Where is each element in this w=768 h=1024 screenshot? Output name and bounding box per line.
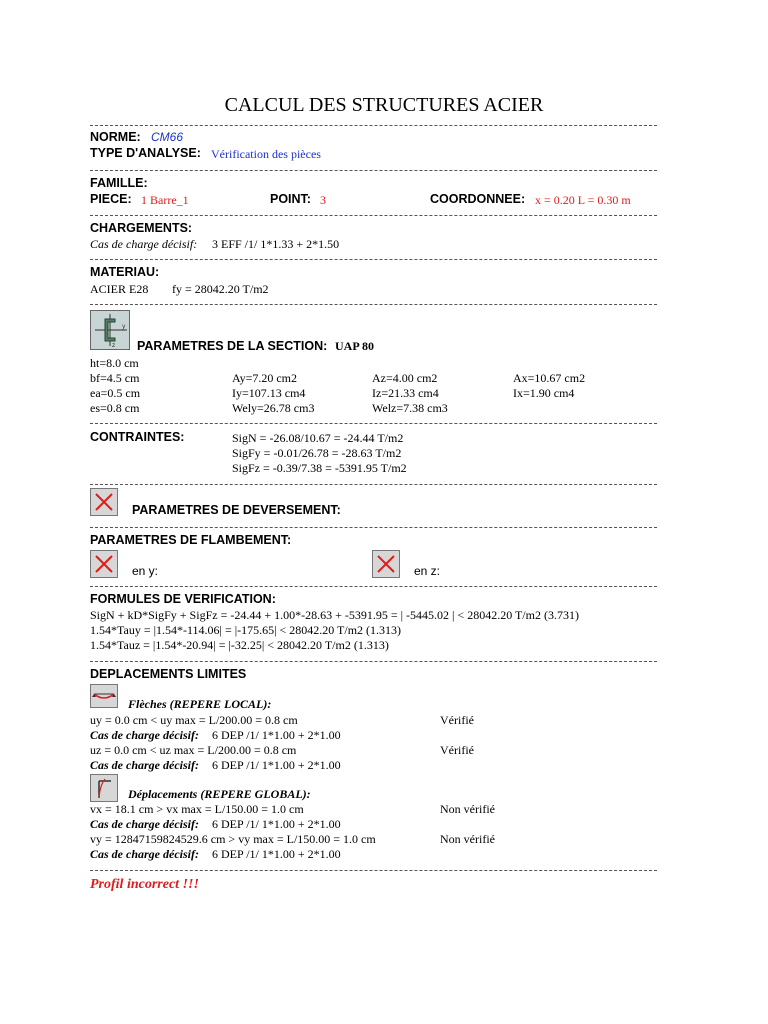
vx-line: vx = 18.1 cm > vx max = L/150.00 = 1.0 cm <box>90 802 304 816</box>
flambement-label: PARAMETRES DE FLAMBEMENT: <box>90 533 292 547</box>
materiau-steel: ACIER E28 <box>90 282 149 296</box>
section-ht: ht=8.0 cm <box>90 356 139 370</box>
contraintes-line: SigN = -26.08/10.67 = -24.44 T/m2 <box>232 431 404 445</box>
cross-box-icon <box>90 550 118 578</box>
section-iy: Iy=107.13 cm4 <box>232 386 306 400</box>
section-label: PARAMETRES DE LA SECTION: <box>137 339 328 353</box>
svg-text:y: y <box>122 323 126 330</box>
result-message: Profil incorrect !!! <box>90 877 199 892</box>
uz-status: Vérifié <box>440 743 474 757</box>
point-value: 3 <box>320 193 326 207</box>
section-ay: Ay=7.20 cm2 <box>232 371 297 385</box>
formule-line: 1.54*Tauy = |1.54*-114.06| = |-175.65| < 28042.20 T/m2 (1.313) <box>90 623 402 637</box>
section-wely: Wely=26.78 cm3 <box>232 401 315 415</box>
section-ix: Ix=1.90 cm4 <box>513 386 575 400</box>
section-welz: Welz=7.38 cm3 <box>372 401 448 415</box>
famille-label: FAMILLE: <box>90 176 148 190</box>
section-es: es=0.8 cm <box>90 401 140 415</box>
case-value: 6 DEP /1/ 1*1.00 + 2*1.00 <box>212 847 341 861</box>
contraintes-label: CONTRAINTES: <box>90 430 185 444</box>
section-iz: Iz=21.33 cm4 <box>372 386 439 400</box>
deplacements-label: DEPLACEMENTS LIMITES <box>90 667 247 681</box>
section-ax: Ax=10.67 cm2 <box>513 371 586 385</box>
norme-label: NORME: <box>90 130 141 144</box>
case-value: 6 DEP /1/ 1*1.00 + 2*1.00 <box>212 817 341 831</box>
chargements-case-label: Cas de charge décisif: <box>90 237 198 251</box>
section-ea: ea=0.5 cm <box>90 386 141 400</box>
uz-line: uz = 0.0 cm < uz max = L/200.00 = 0.8 cm <box>90 743 297 757</box>
analyse-label: TYPE D'ANALYSE: <box>90 146 201 160</box>
divider <box>90 586 657 587</box>
section-profile: UAP 80 <box>335 339 374 353</box>
deversement-label: PARAMETRES DE DEVERSEMENT: <box>132 503 341 517</box>
point-label: POINT: <box>270 192 311 206</box>
divider <box>90 125 657 126</box>
analyse-value: Vérification des pièces <box>211 147 321 161</box>
divider <box>90 527 657 528</box>
divider <box>90 170 657 171</box>
uy-status: Vérifié <box>440 713 474 727</box>
case-label: Cas de charge décisif: <box>90 817 199 831</box>
divider <box>90 484 657 485</box>
divider <box>90 259 657 260</box>
contraintes-line: SigFz = -0.39/7.38 = -5391.95 T/m2 <box>232 461 407 475</box>
divider <box>90 304 657 305</box>
vy-line: vy = 12847159824529.6 cm > vy max = L/150.00 = 1.0 cm <box>90 832 376 846</box>
flambement-y-label: en y: <box>132 564 159 578</box>
materiau-label: MATERIAU: <box>90 265 160 279</box>
formule-line: SigN + kD*SigFy + SigFz = -24.44 + 1.00*-28.63 + -5391.95 = | -5445.02 | < 28042.20 T/m2 (3.731) <box>90 608 579 622</box>
piece-value: 1 Barre_1 <box>141 193 189 207</box>
cross-box-icon <box>90 488 118 516</box>
divider <box>90 215 657 216</box>
coord-label: COORDONNEE: <box>430 192 526 206</box>
contraintes-line: SigFy = -0.01/26.78 = -28.63 T/m2 <box>232 446 402 460</box>
coord-value: x = 0.20 L = 0.30 m <box>535 193 631 207</box>
case-value: 6 DEP /1/ 1*1.00 + 2*1.00 <box>212 728 341 742</box>
case-label: Cas de charge décisif: <box>90 847 199 861</box>
norme-value: CM66 <box>151 130 184 144</box>
piece-label: PIECE: <box>90 192 132 206</box>
case-label: Cas de charge décisif: <box>90 758 199 772</box>
chargements-case-value: 3 EFF /1/ 1*1.33 + 2*1.50 <box>212 237 340 251</box>
vx-status: Non vérifié <box>440 802 495 816</box>
materiau-fy: fy = 28042.20 T/m2 <box>172 282 269 296</box>
divider <box>90 870 657 871</box>
divider <box>90 661 657 662</box>
column-displacement-icon <box>90 774 118 802</box>
section-az: Az=4.00 cm2 <box>372 371 438 385</box>
section-profile-icon <box>90 310 130 350</box>
fleches-title: Flèches (REPERE LOCAL): <box>128 697 272 711</box>
uy-line: uy = 0.0 cm < uy max = L/200.00 = 0.8 cm <box>90 713 298 727</box>
svg-text:z: z <box>112 342 116 349</box>
vy-status: Non vérifié <box>440 832 495 846</box>
formules-label: FORMULES DE VERIFICATION: <box>90 592 276 606</box>
beam-deflection-icon <box>90 684 118 708</box>
cross-box-icon <box>372 550 400 578</box>
section-bf: bf=4.5 cm <box>90 371 140 385</box>
chargements-label: CHARGEMENTS: <box>90 221 193 235</box>
case-label: Cas de charge décisif: <box>90 728 199 742</box>
formule-line: 1.54*Tauz = |1.54*-20.94| = |-32.25| < 28042.20 T/m2 (1.313) <box>90 638 389 652</box>
flambement-z-label: en z: <box>414 564 441 578</box>
case-value: 6 DEP /1/ 1*1.00 + 2*1.00 <box>212 758 341 772</box>
page-title: CALCUL DES STRUCTURES ACIER <box>224 94 544 116</box>
deplacements-title: Déplacements (REPERE GLOBAL): <box>128 787 311 801</box>
divider <box>90 423 657 424</box>
